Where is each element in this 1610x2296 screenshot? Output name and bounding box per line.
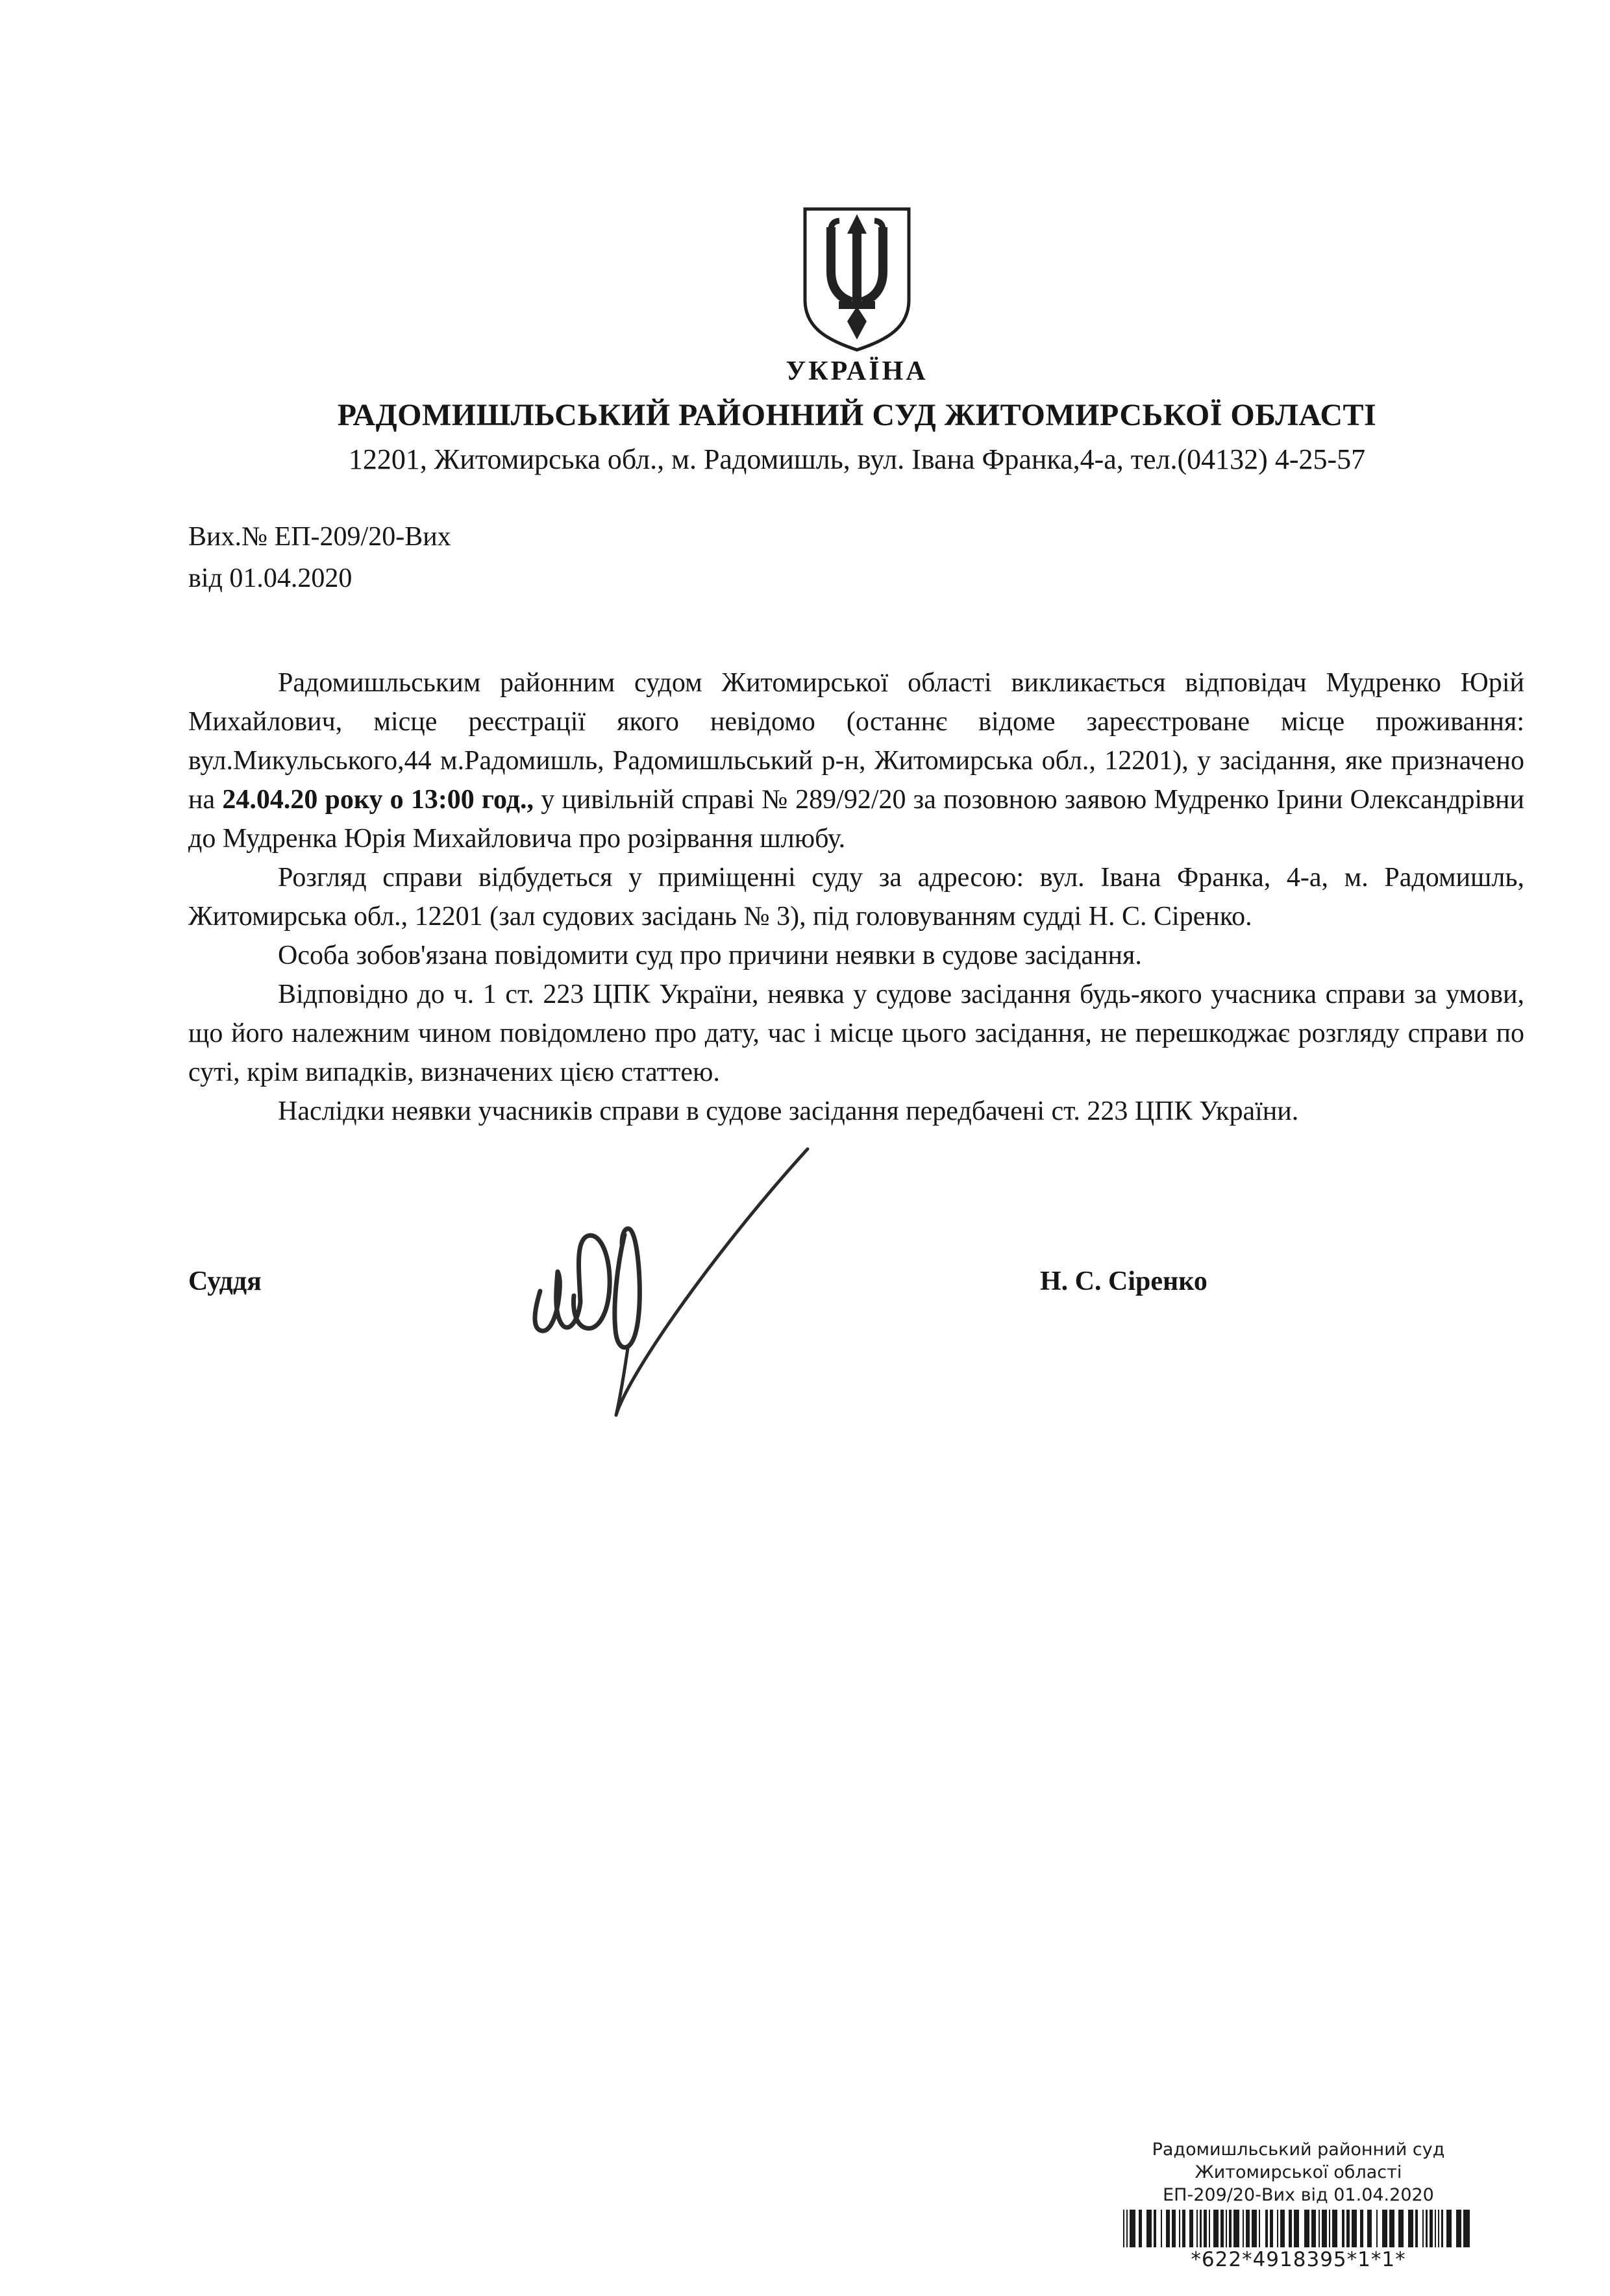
stamp-court-line1: Радомишльський районний суд [1152,2140,1445,2160]
reference-block [188,516,451,599]
stamp-court-line2: Житомирської області [1195,2162,1402,2182]
stamp-doc-line: ЕП-209/20-Вих від 01.04.2020 [1163,2185,1434,2205]
coat-of-arms [188,205,1526,354]
paragraph-location: Розгляд справи відбудеться у приміщенні суду за адресою: вул. Івана Франка, 4-а, м. Радомишль, Житомирська обл., 12201 (зал судових засідань № 3), під головуванням судді Н. С. Сіренко. [188,863,1524,932]
paragraph-obligation: Особа зобов'язана повідомити суд про причини неявки в судове засідання. [278,941,1142,970]
judge-role-label: Суддя [188,1266,262,1296]
court-name-heading: РАДОМИШЛЬСЬКИЙ РАЙОННИЙ СУД ЖИТОМИРСЬКОЇ ОБЛАСТІ [337,398,1377,432]
summons-body [188,663,1524,1131]
summons-text-pre: Радомишльським районним судом Житомирської області викликається відповідач Мудренко Юрій Михайлович, місце реєстрації якого невідомо (останнє відоме зареєстроване місце проживання: вул.Микульського,44 м.Радомишль, Радомишльський р-н, Житомирська обл., 12201), у засідання, яке призначено на [188,668,1524,815]
paragraph-law-reference: Відповідно до ч. 1 ст. 223 ЦПК України, неявка у судове засідання будь-якого учасника справи за умови, що його належним чином повідомлено про дату, час і місце цього засідання, не перешкоджає розгляду справи по суті, крім випадків, визначених цією статтею. [188,980,1524,1087]
paragraph-summons [188,663,1524,858]
paragraph-consequences: Наслідки неявки учасників справи в судове засідання передбачені ст. 223 ЦПК України. [278,1096,1299,1126]
hearing-datetime: 24.04.20 року о 13:00 год., [222,785,534,815]
outgoing-number: Вих.№ ЕП-209/20-Вих [188,522,451,552]
barcode [1067,2210,1530,2247]
signature-row [188,1266,1524,1297]
registration-stamp [1058,2138,1539,2271]
outgoing-date: від 01.04.2020 [188,563,353,593]
judge-name: Н. С. Сіренко [1040,1266,1208,1296]
court-address: 12201, Житомирська обл., м. Радомишль, вул. Івана Франка,4-а, тел.(04132) 4-25-57 [348,443,1366,475]
barcode-value: *622*4918395*1*1* [1191,2248,1406,2271]
summons-text-post: у цивільній справі № 289/92/20 за позовною заявою Мудренко Ірини Олександрівни до Мудренка Юрія Михайловича про розірвання шлюбу. [188,785,1524,854]
tryzub-emblem-icon [801,205,913,354]
country-title: УКРАЇНА [786,356,928,386]
